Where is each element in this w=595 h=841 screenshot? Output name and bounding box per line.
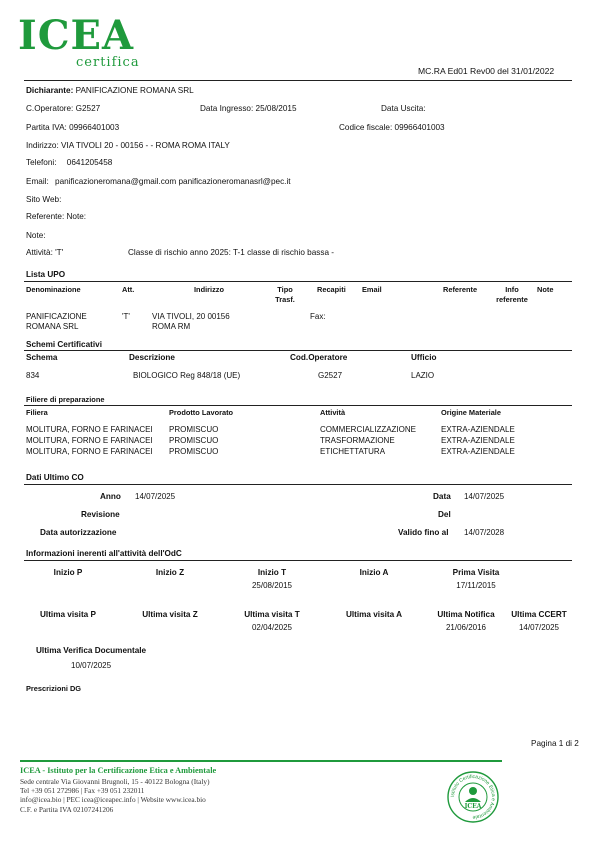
footer-address: Sede centrale Via Giovanni Brugnoli, 15 - 40122 Bologna (Italy) bbox=[20, 777, 210, 786]
dati-co-data-label: Data bbox=[433, 492, 451, 501]
filiere-header-origine: Origine Materiale bbox=[441, 408, 501, 417]
filiere-row-3-origine: EXTRA-AZIENDALE bbox=[441, 447, 515, 456]
upo-header-att: Att. bbox=[122, 285, 135, 294]
dati-co-anno-label: Anno bbox=[100, 492, 121, 501]
dati-co-divider bbox=[24, 484, 572, 485]
operatore-code: C.Operatore: G2527 bbox=[26, 104, 101, 113]
data-ingresso: Data Ingresso: 25/08/2015 bbox=[200, 104, 297, 113]
attivita: Attività: 'T' bbox=[26, 248, 64, 257]
footer-vat: C.F. e Partita IVA 02107241206 bbox=[20, 805, 114, 814]
upo-header-email: Email bbox=[362, 285, 382, 294]
lista-upo-title: Lista UPO bbox=[26, 270, 66, 279]
email-row bbox=[26, 177, 291, 186]
odc-ultima-visita-z-label: Ultima visita Z bbox=[142, 610, 198, 619]
document-code: MC.RA Ed01 Rev00 del 31/01/2022 bbox=[418, 66, 555, 76]
icea-seal-icon bbox=[446, 770, 500, 824]
filiere-header-filiera: Filiera bbox=[26, 408, 48, 417]
dati-co-data-value: 14/07/2025 bbox=[464, 492, 505, 501]
upo-header-note: Note bbox=[537, 285, 554, 294]
filiere-row-1-attivita: COMMERCIALIZZAZIONE bbox=[320, 425, 417, 434]
odc-inizio-z-label: Inizio Z bbox=[155, 568, 185, 577]
filiere-row-2-origine: EXTRA-AZIENDALE bbox=[441, 436, 515, 445]
odc-verifica-documentale-value: 10/07/2025 bbox=[71, 661, 112, 670]
schemi-row-ufficio: LAZIO bbox=[411, 371, 435, 380]
referente: Referente: Note: bbox=[26, 212, 87, 221]
filiere-row-3-attivita: ETICHETTATURA bbox=[320, 447, 386, 456]
dichiarante-value: PANIFICAZIONE ROMANA SRL bbox=[75, 86, 194, 95]
telefoni-row bbox=[26, 158, 112, 167]
upo-header-indirizzo: Indirizzo bbox=[194, 285, 224, 294]
footer-phone: Tel +39 051 272986 | Fax +39 051 232011 bbox=[20, 786, 145, 795]
sito-web: Sito Web: bbox=[26, 195, 62, 204]
filiere-header-attivita: Attività bbox=[320, 408, 346, 417]
header-divider bbox=[24, 80, 572, 81]
filiere-title: Filiere di preparazione bbox=[26, 395, 105, 404]
odc-ultima-ccert-label: Ultima CCERT bbox=[511, 610, 567, 619]
odc-prima-visita-label: Prima Visita bbox=[452, 568, 500, 577]
page-number: Pagina 1 di 2 bbox=[531, 739, 579, 748]
seal-center-text: ICEA bbox=[464, 803, 482, 810]
filiere-header-prodotto: Prodotto Lavorato bbox=[169, 408, 234, 417]
prescrizioni-dg: Prescrizioni DG bbox=[26, 684, 82, 693]
odc-inizio-t-label: Inizio T bbox=[257, 568, 287, 577]
footer-title: ICEA - Istituto per la Certificazione Etica e Ambientale bbox=[20, 766, 217, 775]
upo-header-referente: Referente bbox=[443, 285, 478, 294]
odc-prima-visita-value: 17/11/2015 bbox=[456, 581, 496, 590]
indirizzo: Indirizzo: VIA TIVOLI 20 - 00156 - - ROMA ROMA ITALY bbox=[26, 141, 230, 150]
lista-upo-divider bbox=[24, 281, 572, 282]
svg-text:Istituto Certificazione Etica bbox=[450, 774, 496, 820]
filiere-row-1-prodotto: PROMISCUO bbox=[169, 425, 219, 434]
dati-co-revisione-label: Revisione bbox=[81, 510, 120, 519]
footer-divider bbox=[20, 760, 502, 762]
schemi-row-schema: 834 bbox=[26, 371, 40, 380]
dichiarante-label: Dichiarante: bbox=[26, 86, 74, 95]
schemi-row-cod-operatore: G2527 bbox=[318, 371, 343, 380]
dati-co-valido-label: Valido fino al bbox=[398, 528, 449, 537]
filiere-divider bbox=[24, 405, 572, 406]
telefoni-label: Telefoni: bbox=[26, 158, 57, 167]
partita-iva: Partita IVA: 09966401003 bbox=[26, 123, 120, 132]
upo-row-denominazione: PANIFICAZIONE ROMANA SRL bbox=[26, 312, 87, 331]
odc-ultima-visita-p-label: Ultima visita P bbox=[40, 610, 96, 619]
schemi-row-descrizione: BIOLOGICO Reg 848/18 (UE) bbox=[133, 371, 241, 380]
email-label: Email: bbox=[26, 177, 49, 186]
dati-co-title: Dati Ultimo CO bbox=[26, 473, 84, 482]
odc-inizio-a-label: Inizio A bbox=[359, 568, 389, 577]
classe-rischio: Classe di rischio anno 2025: T-1 classe di rischio bassa - bbox=[128, 248, 335, 257]
odc-ultima-ccert-value: 14/07/2025 bbox=[518, 623, 560, 632]
icea-logo: ICEA bbox=[18, 12, 135, 59]
telefoni-value: 0641205458 bbox=[66, 158, 113, 167]
odc-inizio-t-value: 25/08/2015 bbox=[251, 581, 293, 590]
filiere-row-2-prodotto: PROMISCUO bbox=[169, 436, 219, 445]
odc-ultima-visita-t-label: Ultima visita T bbox=[244, 610, 300, 619]
schemi-header-schema: Schema bbox=[26, 353, 58, 362]
schemi-title: Schemi Certificativi bbox=[26, 340, 102, 349]
upo-header-tipo-trasf: Tipo Trasf. bbox=[275, 285, 295, 304]
note: Note: bbox=[26, 231, 46, 240]
filiere-row-3-filiera: MOLITURA, FORNO E FARINACEI bbox=[26, 447, 153, 456]
icea-logo-subtitle: certifica bbox=[76, 55, 140, 70]
odc-ultima-visita-t-value: 02/04/2025 bbox=[251, 623, 293, 632]
odc-divider bbox=[24, 560, 572, 561]
odc-ultima-notifica-label: Ultima Notifica bbox=[437, 610, 495, 619]
footer-contacts: info@icea.bio | PEC icea@iceapec.info | Website www.icea.bio bbox=[20, 795, 206, 804]
dichiarante-row bbox=[26, 86, 194, 95]
odc-title: Informazioni inerenti all'attività dell'OdC bbox=[26, 549, 182, 558]
codice-fiscale: Codice fiscale: 09966401003 bbox=[339, 123, 445, 132]
upo-row-recapiti: Fax: bbox=[310, 312, 326, 321]
odc-inizio-p-label: Inizio P bbox=[53, 568, 83, 577]
upo-row-att: 'T' bbox=[122, 312, 130, 321]
schemi-header-cod-operatore: Cod.Operatore bbox=[290, 353, 348, 362]
filiere-row-3-prodotto: PROMISCUO bbox=[169, 447, 219, 456]
filiere-row-1-origine: EXTRA-AZIENDALE bbox=[441, 425, 515, 434]
dati-co-valido-value: 14/07/2028 bbox=[464, 528, 505, 537]
filiere-row-2-attivita: TRASFORMAZIONE bbox=[320, 436, 395, 445]
odc-verifica-documentale-label: Ultima Verifica Documentale bbox=[36, 646, 147, 655]
schemi-header-descrizione: Descrizione bbox=[129, 353, 175, 362]
upo-row-indirizzo: VIA TIVOLI, 20 00156 ROMA RM bbox=[152, 312, 230, 331]
dati-co-del-label: Del bbox=[438, 510, 451, 519]
upo-header-recapiti: Recapiti bbox=[317, 285, 346, 294]
seal-ring-text: Istituto Certificazione Etica e Ambientale bbox=[449, 773, 497, 821]
filiere-row-1-filiera: MOLITURA, FORNO E FARINACEI bbox=[26, 425, 153, 434]
upo-header-denominazione: Denominazione bbox=[26, 285, 81, 294]
dati-co-anno-value: 14/07/2025 bbox=[135, 492, 176, 501]
schemi-divider bbox=[24, 350, 572, 351]
data-uscita: Data Uscita: bbox=[381, 104, 426, 113]
dati-co-data-autorizzazione-label: Data autorizzazione bbox=[40, 528, 117, 537]
filiere-row-2-filiera: MOLITURA, FORNO E FARINACEI bbox=[26, 436, 153, 445]
odc-ultima-visita-a-label: Ultima visita A bbox=[345, 610, 403, 619]
email-value: panificazioneromana@gmail.com panificazioneromanasrl@pec.it bbox=[55, 177, 291, 186]
upo-header-info-referente: Info referente bbox=[496, 285, 528, 304]
odc-ultima-notifica-value: 21/06/2016 bbox=[445, 623, 487, 632]
schemi-header-ufficio: Ufficio bbox=[411, 353, 437, 362]
